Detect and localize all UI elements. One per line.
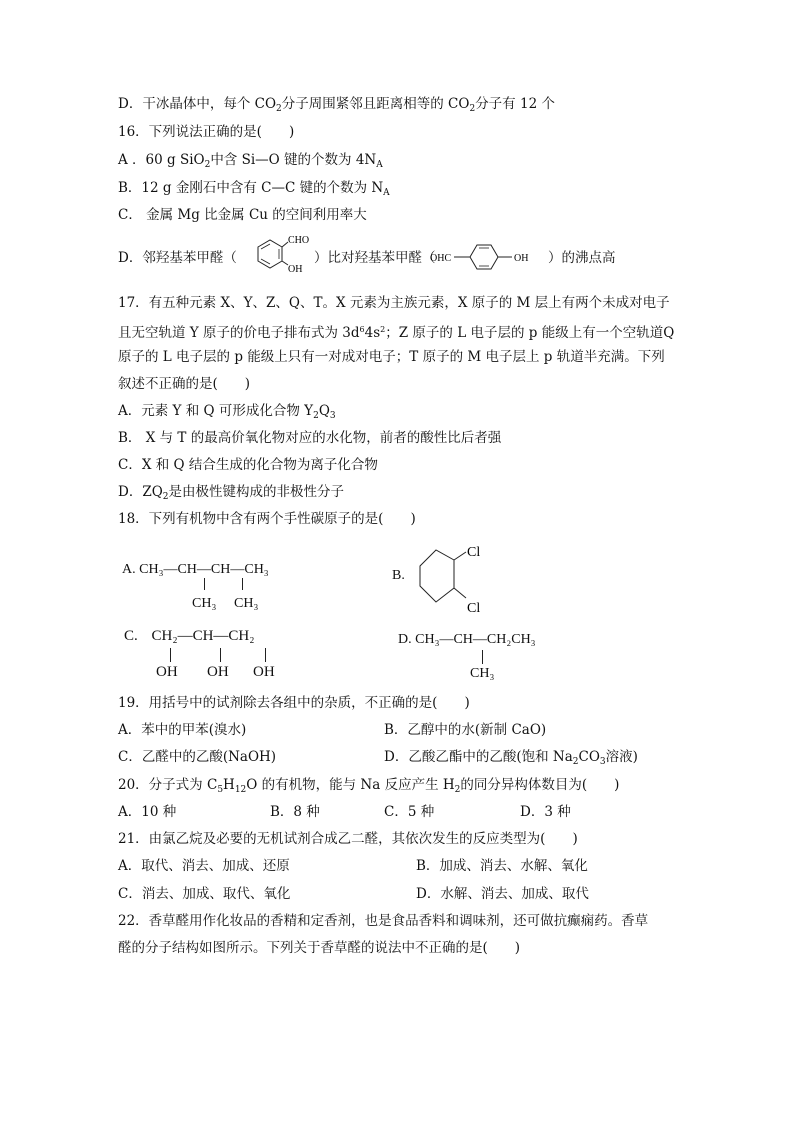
ortho-oh-label: OH (288, 264, 303, 275)
subscript: 2 (572, 757, 579, 767)
q18-c-main-chain: CH₂—CH—CH₂ (151, 628, 255, 644)
q17-option-b: B． X 与 T 的最高价氧化物对应的水化物，前者的酸性比后者强 (118, 430, 502, 446)
q20-option-b: B．8 种 (270, 804, 320, 820)
q18-d-main-chain: CH₃—CH—CH₂CH₃ (415, 632, 536, 647)
q18-d-branch: CH₃ (470, 666, 495, 681)
q16-a-text: A ．60 g SiO (118, 152, 205, 168)
q16-option-c: C． 金属 Mg 比金属 Cu 的空间利用率大 (118, 207, 367, 223)
q18-stem: 18．下列有机物中含有两个手性碳原子的是( ) (118, 511, 416, 527)
q19-option-b: B．乙醇中的水(新制 CaO) (384, 722, 547, 738)
q17-d-text-post: 是由极性键构成的非极性分子 (168, 484, 345, 500)
q20-stem-post: 的同分异构体数目为( ) (460, 777, 620, 793)
q18-a-branch-left: CH₃ (192, 596, 217, 611)
q18-c-bond-2 (220, 648, 222, 662)
subscript: 12 (234, 785, 247, 795)
q18-c-oh-1: OH (156, 664, 178, 680)
superscript: 2 (380, 325, 386, 334)
q16-a-text-post: 中含 Si—O 键的个数为 4N (210, 152, 377, 168)
q16-d-text-post: ）的沸点高 (548, 250, 616, 266)
q21-option-a: A．取代、消去、加成、还原 (118, 858, 290, 874)
q21-stem: 21．由氯乙烷及必要的无机试剂合成乙二醛，其依次发生的反应类型为( ) (118, 831, 578, 847)
q18-d-label: D. (398, 632, 412, 647)
q15-option-d (118, 96, 555, 117)
q16-d-text-mid: ）比对羟基苯甲醛（ (314, 250, 436, 266)
subscript: 2 (469, 104, 476, 114)
q17-option-d (118, 484, 344, 505)
q22-stem-line2: 醛的分子结构如图所示。下列关于香草醛的说法中不正确的是( ) (118, 940, 521, 956)
q17-d-text: D．ZQ (118, 484, 163, 500)
q19-option-c: C．乙醛中的乙酸(NaOH) (118, 749, 277, 765)
subscript: A (383, 188, 390, 198)
q18-a-label: A. (122, 562, 136, 577)
q18-c-bond-1 (170, 648, 172, 662)
q18-d-bond (482, 650, 484, 664)
subscript: 2 (276, 104, 282, 114)
subscript: 2 (454, 785, 461, 795)
q16-option-a (118, 152, 383, 173)
q18-option-c-structure (124, 628, 255, 645)
q21-option-c: C．消去、加成、取代、氧化 (118, 886, 291, 902)
q17-option-c: C．X 和 Q 结合生成的化合物为离子化合物 (118, 457, 378, 473)
q18-a-main-chain: CH₃—CH—CH—CH₃ (139, 562, 269, 577)
q18-c-bond-3 (265, 648, 267, 662)
q20-stem-h: H (223, 777, 235, 793)
q20-stem (118, 777, 619, 798)
q19-option-a: A．苯中的甲苯(溴水) (118, 722, 247, 738)
ortho-hydroxybenzaldehyde-structure (244, 234, 316, 276)
q20-stem-text: 20．分子式为 C (118, 777, 218, 793)
q18-a-branch-right: CH₃ (234, 596, 259, 611)
q17-a-text: A．元素 Y 和 Q 可形成化合物 Y (118, 403, 314, 419)
superscript: 6 (359, 325, 365, 334)
q19-stem: 19．用括号中的试剂除去各组中的杂质，不正确的是( ) (118, 695, 470, 711)
q21-option-b: B．加成、消去、水解、氧化 (416, 858, 588, 874)
q18-option-d-structure (398, 632, 536, 648)
q19-d-mid: CO (578, 749, 600, 765)
subscript: 2 (162, 492, 169, 502)
para-hydroxybenzaldehyde-structure (430, 242, 546, 274)
q17-stem-line3: 原子的 L 电子层的 p 能级上只有一对成对电子；T 原子的 M 电子层上 p 轨道半充满。下列 (118, 349, 665, 365)
q18-b-label: B. (392, 568, 405, 583)
q18-option-a-structure (122, 562, 269, 578)
q20-stem-mid: O 的有机物，能与 Na 反应产生 H (246, 777, 455, 793)
q16-option-b (118, 180, 390, 201)
q15-d-text-post: 分子有 12 个 (475, 96, 555, 112)
q18-b-cl-1: Cl (467, 545, 481, 560)
q18-option-b-structure (410, 540, 490, 620)
subscript: 2 (313, 411, 319, 421)
q17-stem-line2 (118, 322, 674, 341)
subscript: A (376, 160, 383, 170)
q18-c-oh-2: OH (207, 664, 229, 680)
q17-line2-text: 且无空轨道 Y 原子的价电子排布式为 3d (118, 325, 360, 341)
q18-b-cl-2: Cl (467, 601, 481, 616)
subscript: 3 (329, 411, 336, 421)
q15-d-text-mid: 分子周围紧邻且距离相等的 CO (281, 96, 470, 112)
q18-c-label: C. (124, 628, 138, 644)
q19-d-text: D．乙酸乙酯中的乙酸(饱和 Na (384, 749, 573, 765)
para-oh-label: OH (514, 253, 529, 264)
q20-option-d: D．3 种 (520, 804, 571, 820)
q21-option-d: D．水解、消去、加成、取代 (416, 886, 589, 902)
q18-a-bond-2 (242, 578, 244, 590)
subscript: 2 (204, 160, 211, 170)
q20-option-a: A．10 种 (118, 804, 177, 820)
q16-b-text: B．12 g 金刚石中含有 C—C 键的个数为 N (118, 180, 384, 196)
q20-option-c: C．5 种 (384, 804, 435, 820)
q17-stem-line4: 叙述不正确的是( ) (118, 376, 251, 392)
subscript: 3 (599, 757, 606, 767)
q17-option-a (118, 403, 336, 424)
q22-stem-line1: 22．香草醛用作化妆品的香精和定香剂，也是食品香料和调味剂，还可做抗癫痫药。香草 (118, 913, 649, 929)
q15-d-text: D．干冰晶体中，每个 CO (118, 96, 277, 112)
q19-d-post: 溶液) (605, 749, 638, 765)
ortho-cho-label: CHO (288, 235, 310, 246)
para-ohc-label: OHC (430, 253, 452, 264)
q17-line2-post: ；Z 原子的 L 电子层的 p 能级上有一个空轨道Q (385, 325, 675, 341)
q19-option-d (384, 749, 638, 770)
q17-stem-line1: 17．有五种元素 X、Y、Z、Q、T。X 元素为主族元素，X 原子的 M 层上有两个未成对电子 (118, 295, 670, 311)
q17-line2-mid: 4s (364, 325, 381, 341)
q18-a-bond-1 (204, 578, 206, 590)
subscript: 5 (217, 785, 224, 795)
q17-a-mid: Q (318, 403, 330, 419)
q18-c-oh-3: OH (253, 664, 275, 680)
q16-d-text: D．邻羟基苯甲醛（ (118, 250, 237, 266)
q16-stem: 16．下列说法正确的是( ) (118, 124, 295, 140)
